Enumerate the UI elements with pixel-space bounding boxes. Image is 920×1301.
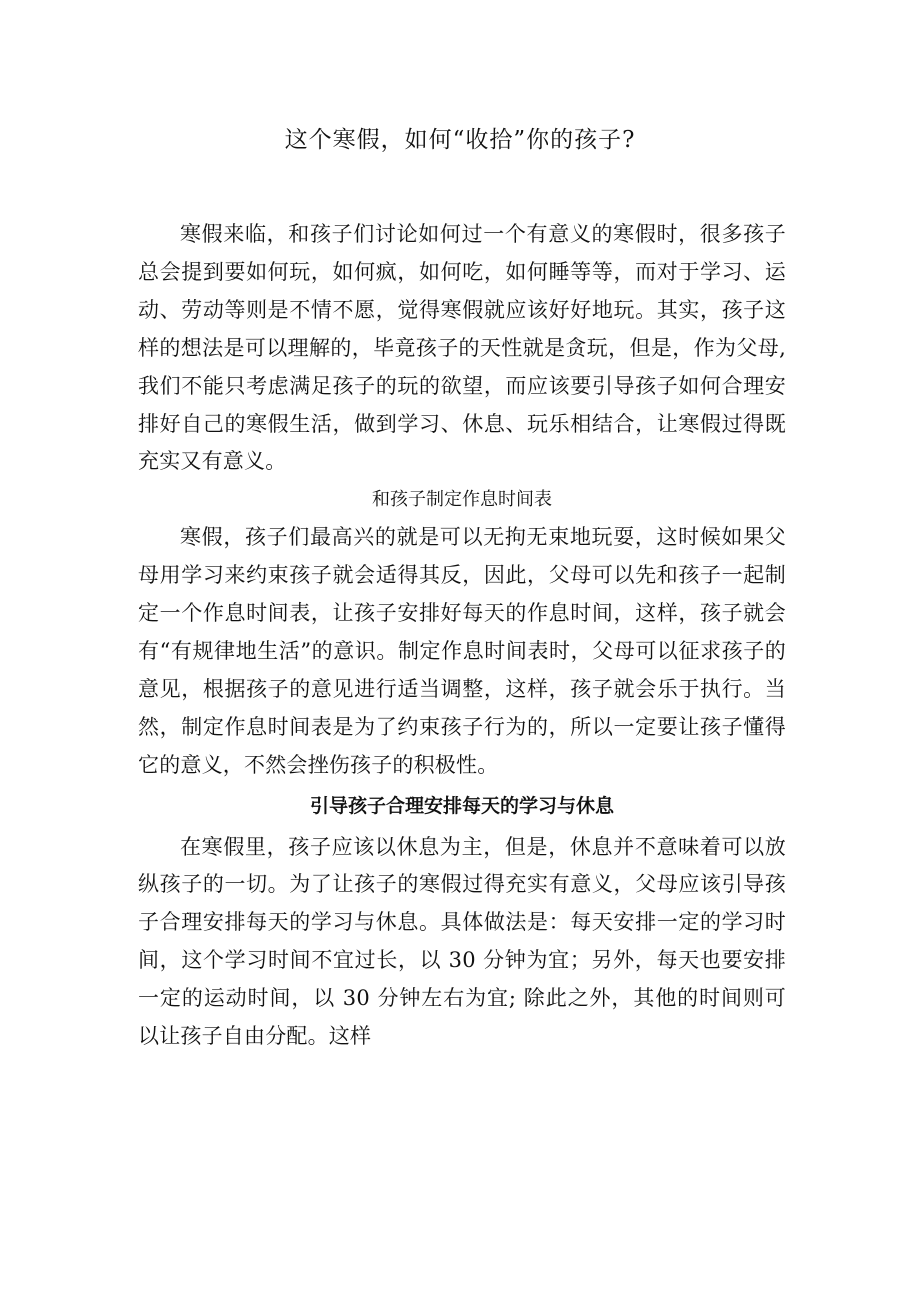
section-paragraph-schedule: 寒假，孩子们最高兴的就是可以无拘无束地玩耍，这时候如果父母用学习来约束孩子就会适得其反，因此，父母可以先和孩子一起制定一个作息时间表，让孩子安排好每天的作息时间，这样，孩子就会有“有规律地生活”的意识。制定作息时间表时，父母可以征求孩子的意见，根据孩子的意见进行适当调整，这样，孩子就会乐于执行。当然，制定作息时间表是为了约束孩子行为的，所以一定要让孩子懂得它的意义，不然会挫伤孩子的积极性。 — [138, 525, 786, 777]
section-heading-schedule: 和孩子制定作息时间表 — [372, 489, 552, 511]
section-heading-study-rest: 引导孩子合理安排每天的学习与休息 — [309, 794, 614, 817]
section-paragraph-study-rest: 在寒假里，孩子应该以休息为主，但是，休息并不意味着可以放纵孩子的一切。为了让孩子的寒假过得充实有意义，父母应该引导孩子合理安排每天的学习与休息。具体做法是：每天安排一定的学习时间，这个学习时间不宜过长，以 30 分钟为宜；另外，每天也要安排一定的运动时间，以 30 分钟左右为宜; 除此之外，其他的时间则可以让孩子自由分配。这样 — [138, 834, 786, 1049]
intro-paragraph: 寒假来临，和孩子们讨论如何过一个有意义的寒假时，很多孩子总会提到要如何玩，如何疯，如何吃，如何睡等等，而对于学习、运动、劳动等则是不情不愿，觉得寒假就应该好好地玩。其实，孩子这样的想法是可以理解的，毕竟孩子的天性就是贪玩，但是，作为父母,我们不能只考虑满足孩子的玩的欲望，而应该要引导孩子如何合理安排好自己的寒假生活，做到学习、休息、玩乐相结合，让寒假过得既充实又有意义。 — [138, 222, 786, 474]
document-body — [138, 216, 786, 1056]
document-title: 这个寒假，如何“收拾”你的孩子? — [284, 127, 636, 153]
